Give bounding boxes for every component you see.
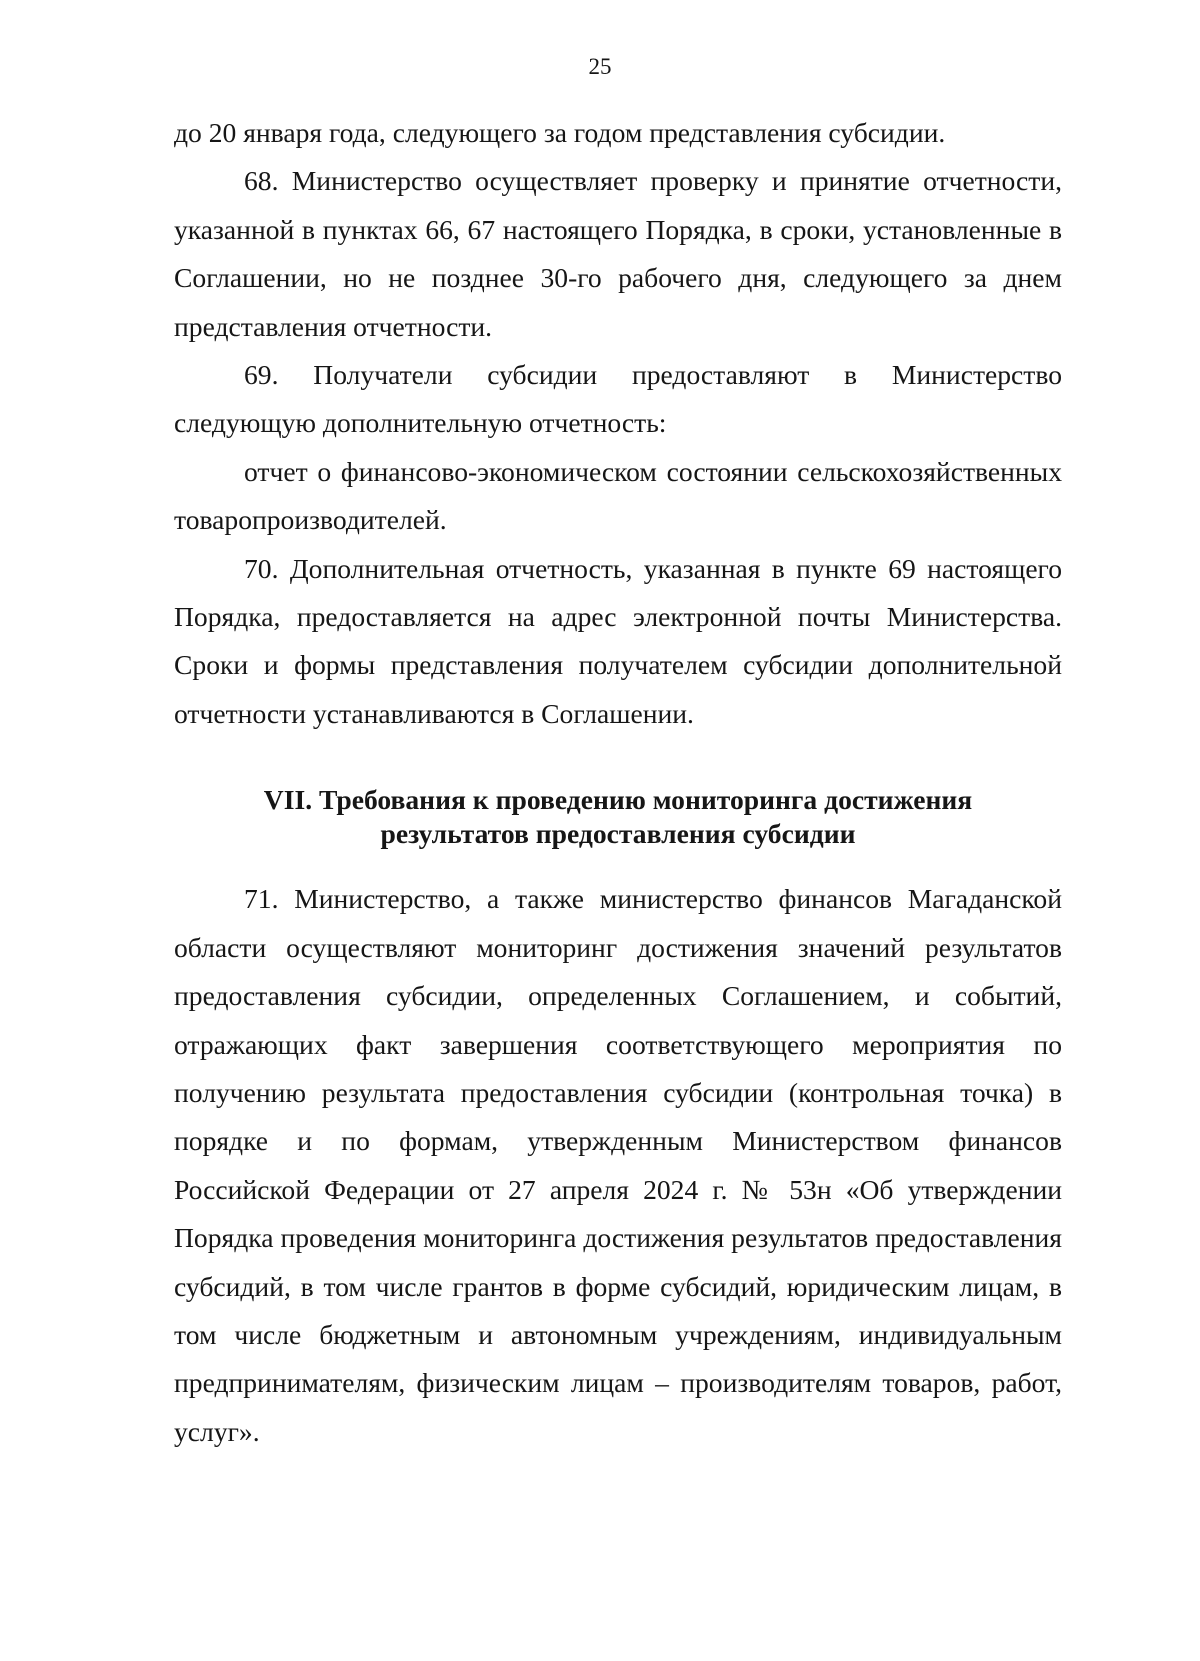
section-heading — [174, 783, 1062, 851]
paragraph-item-68: 68. Министерство осуществляет проверку и принятие отчетности, указанной в пунктах 66, 67 настоящего Порядка, в сроки, установленные в Соглашении, но не позднее 30-го рабочего дня, следующего за днем представления отчетности. — [174, 165, 1062, 342]
paragraph-item-70: 70. Дополнительная отчетность, указанная в пункте 69 настоящего Порядка, предоставляется на адрес электронной почты Министерства. Сроки и формы представления получателем субсидии дополнительной отчетности устанавливаются в Соглашении. — [174, 552, 1062, 729]
paragraph-item-69: 69. Получатели субсидии предоставляют в Министерство следующую дополнительную отчетность: — [174, 359, 1062, 439]
paragraph-item-71: 71. Министерство, а также министерство финансов Магаданской области осуществляют мониторинг достижения значений результатов предоставления субсидии, определенных Соглашением, и событий, отражающих факт завершения соответствующего мероприятия по получению результата предоставления субсидии (контрольная точка) в порядке и по формам, утвержденным Министерством финансов Российской Федерации от 27 апреля 2024 г. № 53н «Об утверждении Порядка проведения мониторинга достижения результатов предоставления субсидий, в том числе грантов в форме субсидий, юридическим лицам, в том числе бюджетным и автономным учреждениям, индивидуальным предпринимателям, физическим лицам – производителям товаров, работ, услуг». — [174, 883, 1062, 1447]
section-heading-line-1: VII. Требования к проведению мониторинга достижения — [263, 784, 973, 816]
paragraph-report-line: отчет о финансово-экономическом состоянии сельскохозяйственных товаропроизводителей. — [174, 455, 1062, 536]
document-body — [174, 109, 1062, 1456]
section-heading-line-2: результатов предоставления субсидии — [380, 818, 856, 850]
page-number: 25 — [588, 54, 612, 79]
paragraph-continuation: до 20 января года, следующего за годом представления субсидии. — [174, 117, 946, 148]
